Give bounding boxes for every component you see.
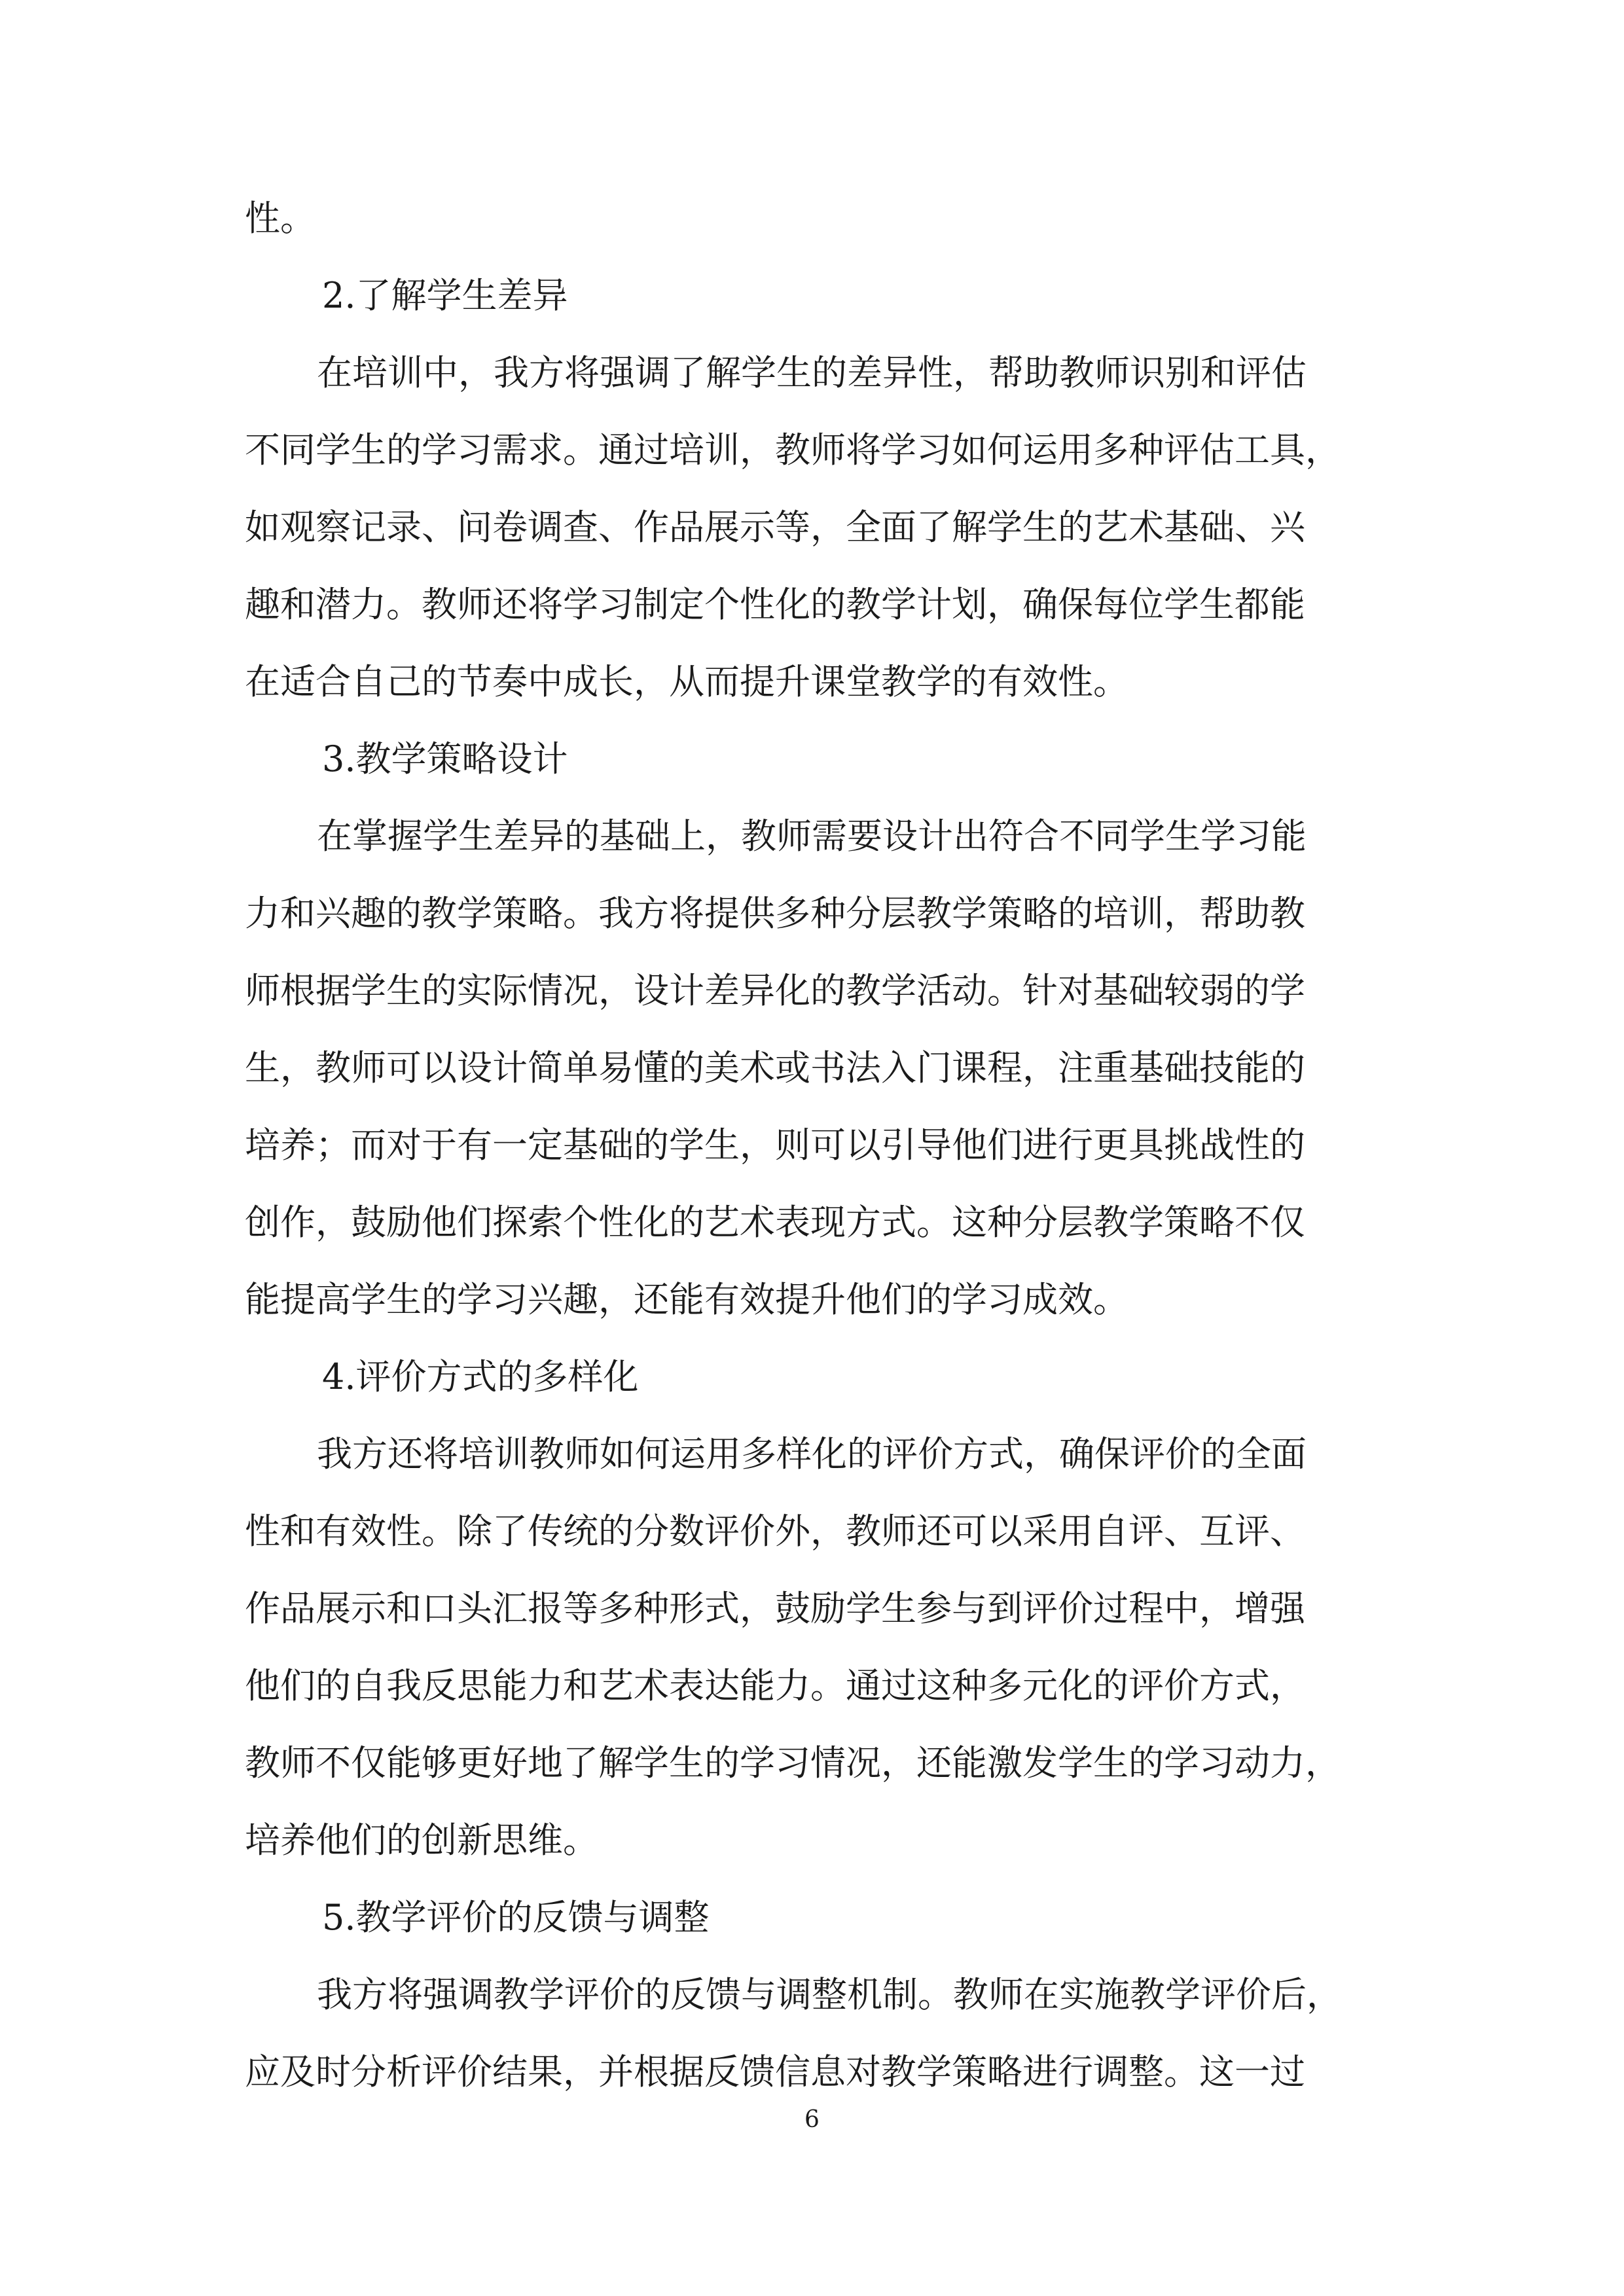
paragraph-line: 应及时分析评价结果，并根据反馈信息对教学策略进行调整。这一过	[245, 2051, 1305, 2092]
paragraph-line: 趣和潜力。教师还将学习制定个性化的教学计划，确保每位学生都能	[245, 584, 1305, 625]
paragraph-line: 作品展示和口头汇报等多种形式，鼓励学生参与到评价过程中，增强	[245, 1588, 1305, 1629]
paragraph-line: 在培训中，我方将强调了解学生的差异性，帮助教师识别和评估	[317, 352, 1307, 393]
paragraph-line: 不同学生的学习需求。通过培训，教师将学习如何运用多种评估工具，	[245, 429, 1341, 471]
page-number: 6	[804, 2106, 820, 2133]
paragraph-line: 培养他们的创新思维。	[245, 1820, 598, 1861]
section-heading-5: 5.教学评价的反馈与调整	[322, 1897, 710, 1938]
paragraph-line: 他们的自我反思能力和艺术表达能力。通过这种多元化的评价方式，	[245, 1665, 1305, 1706]
paragraph-line: 如观察记录、问卷调查、作品展示等，全面了解学生的艺术基础、兴	[245, 507, 1305, 548]
document-body	[245, 180, 1384, 2111]
paragraph-line: 师根据学生的实际情况，设计差异化的教学活动。针对基础较弱的学	[245, 970, 1305, 1011]
section-heading-3: 3.教学策略设计	[322, 738, 568, 780]
paragraph-line: 性和有效性。除了传统的分数评价外，教师还可以采用自评、互评、	[245, 1511, 1305, 1552]
paragraph-line: 创作，鼓励他们探索个性化的艺术表现方式。这种分层教学策略不仅	[245, 1202, 1305, 1243]
paragraph-line: 在适合自己的节奏中成长，从而提升课堂教学的有效性。	[245, 661, 1128, 702]
paragraph-line: 力和兴趣的教学策略。我方将提供多种分层教学策略的培训，帮助教	[245, 893, 1305, 934]
paragraph-line: 我方还将培训教师如何运用多样化的评价方式，确保评价的全面	[317, 1433, 1307, 1475]
section-heading-4: 4.评价方式的多样化	[322, 1356, 639, 1397]
section-heading-2: 2.了解学生差异	[322, 275, 568, 316]
paragraph-line: 能提高学生的学习兴趣，还能有效提升他们的学习成效。	[245, 1279, 1128, 1320]
paragraph-line: 在掌握学生差异的基础上，教师需要设计出符合不同学生学习能	[317, 816, 1307, 857]
text-line: 性。	[245, 198, 316, 239]
paragraph-line: 生，教师可以设计简单易懂的美术或书法入门课程，注重基础技能的	[245, 1047, 1305, 1088]
paragraph-line: 培养；而对于有一定基础的学生，则可以引导他们进行更具挑战性的	[245, 1124, 1305, 1166]
paragraph-line: 我方将强调教学评价的反馈与调整机制。教师在实施教学评价后，	[317, 1974, 1342, 2015]
paragraph-line: 教师不仅能够更好地了解学生的学习情况，还能激发学生的学习动力，	[245, 1742, 1341, 1784]
